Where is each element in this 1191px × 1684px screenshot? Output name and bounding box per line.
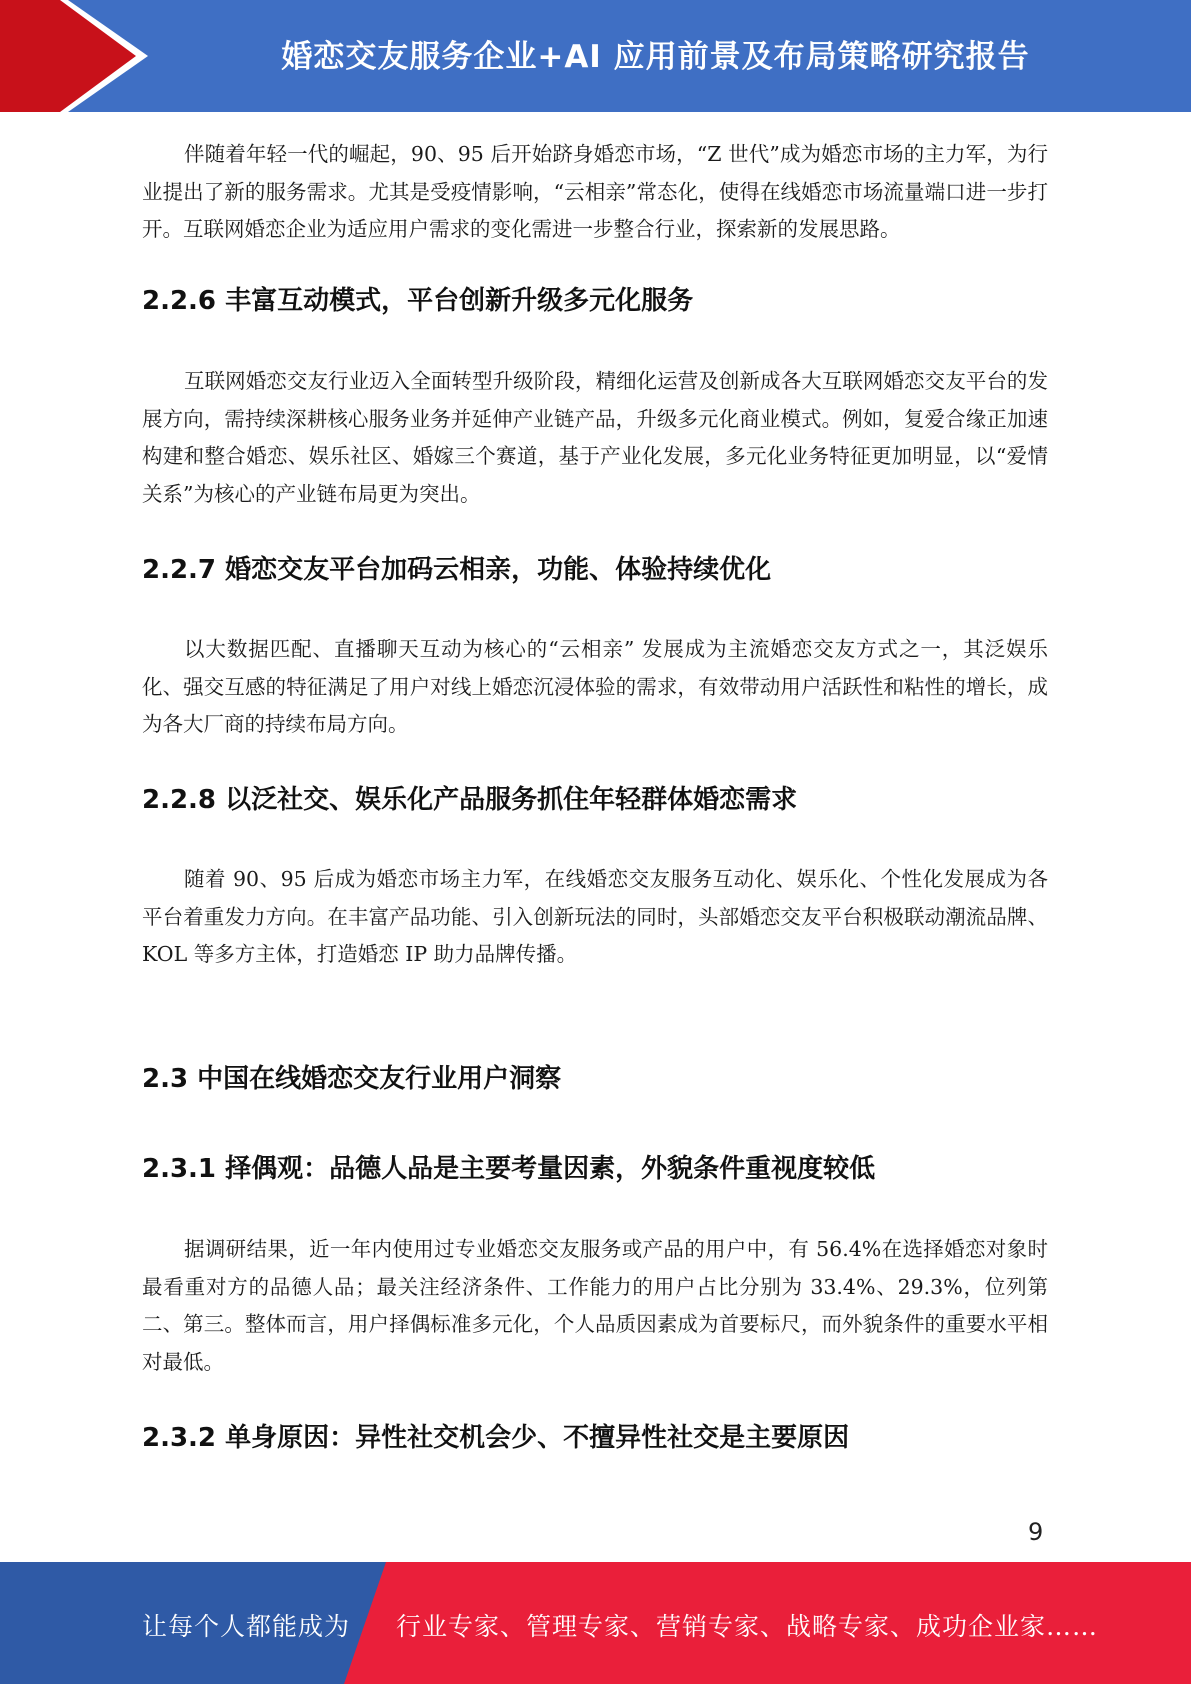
paragraph-2-3-1: 据调研结果，近一年内使用过专业婚恋交友服务或产品的用户中，有 56.4%在选择婚恋对象时最看重对方的品德人品；最关注经济条件、工作能力的用户占比分别为 33.4%、29.3%，位列第二、第三。整体而言，用户择偶标准多元化，个人品质因素成为首要标尺，而外貌条件的重要水平相对最低。	[142, 1237, 1048, 1374]
paragraph-2-2-6: 互联网婚恋交友行业迈入全面转型升级阶段，精细化运营及创新成各大互联网婚恋交友平台的发展方向，需持续深耕核心服务业务并延伸产业链产品，升级多元化商业模式。例如，复爱合缘正加速构建和整合婚恋、娱乐社区、婚嫁三个赛道，基于产业化发展，多元化业务特征更加明显，以“爱情关系”为核心的产业链布局更为突出。	[142, 369, 1048, 506]
paragraph-intro: 伴随着年轻一代的崛起，90、95 后开始跻身婚恋市场，“Z 世代”成为婚恋市场的主力军，为行业提出了新的服务需求。尤其是受疫情影响，“云相亲”常态化，使得在线婚恋市场流量端口进一步打开。互联网婚恋企业为适应用户需求的变化需进一步整合行业，探索新的发展思路。	[142, 142, 1048, 241]
paragraph-2-2-7: 以大数据匹配、直播聊天互动为核心的“云相亲” 发展成为主流婚恋交友方式之一，其泛娱乐化、强交互感的特征满足了用户对线上婚恋沉浸体验的需求，有效带动用户活跃性和粘性的增长，成为各大厂商的持续布局方向。	[142, 637, 1048, 736]
page-number: 9	[1028, 1518, 1044, 1546]
page-header	[0, 0, 1191, 112]
report-title: 婚恋交友服务企业+AI 应用前景及布局策略研究报告	[281, 38, 1030, 75]
heading-2-3-2: 2.3.2 单身原因：异性社交机会少、不擅异性社交是主要原因	[142, 1423, 850, 1453]
header-arrow-decoration	[0, 0, 160, 112]
heading-2-2-8: 2.2.8 以泛社交、娱乐化产品服务抓住年轻群体婚恋需求	[142, 785, 798, 815]
footer-slogan-left: 让每个人都能成为	[142, 1612, 351, 1641]
heading-2-3: 2.3 中国在线婚恋交友行业用户洞察	[142, 1064, 562, 1094]
heading-2-2-7: 2.2.7 婚恋交友平台加码云相亲，功能、体验持续优化	[142, 555, 772, 585]
page-footer	[0, 1562, 1191, 1684]
heading-2-2-6: 2.2.6 丰富互动模式，平台创新升级多元化服务	[142, 286, 694, 316]
heading-2-3-1: 2.3.1 择偶观：品德人品是主要考量因素，外貌条件重视度较低	[142, 1154, 876, 1184]
paragraph-2-2-8: 随着 90、95 后成为婚恋市场主力军，在线婚恋交友服务互动化、娱乐化、个性化发展成为各平台着重发力方向。在丰富产品功能、引入创新玩法的同时，头部婚恋交友平台积极联动潮流品牌、KOL 等多方主体，打造婚恋 IP 助力品牌传播。	[142, 867, 1048, 966]
footer-slogan-right: 行业专家、管理专家、营销专家、战略专家、成功企业家……	[396, 1612, 1099, 1641]
